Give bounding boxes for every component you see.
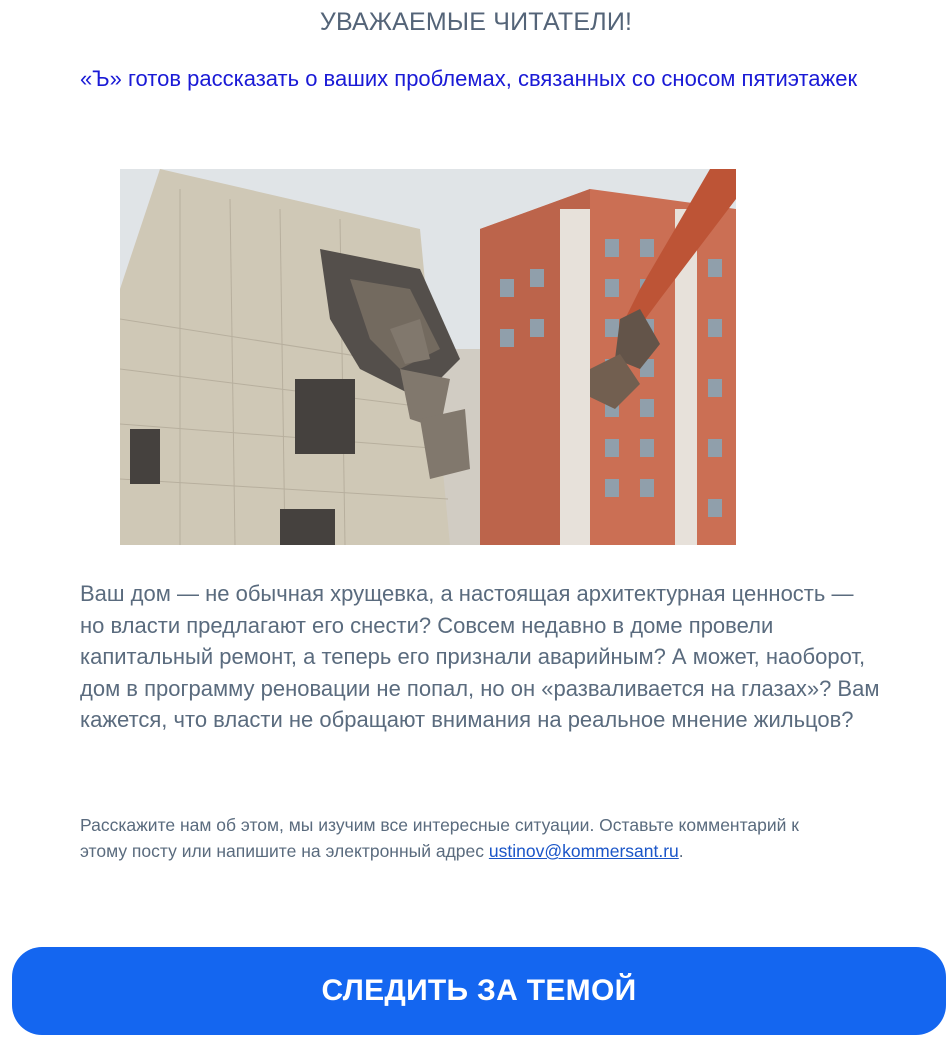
cta-text-after: . — [678, 841, 684, 861]
demolition-photo — [120, 169, 736, 545]
follow-topic-button[interactable]: СЛЕДИТЬ ЗА ТЕМОЙ — [12, 947, 946, 1035]
cta-text-before: Расскажите нам об этом, мы изучим все интересные ситуации. Оставьте комментарий к этому посту или напишите на электронный адрес — [80, 815, 799, 861]
article-body: Ваш дом — не обычная хрущевка, а настоящая архитектурная ценность — но власти предлагают его снести? Совсем недавно в доме провели капитальный ремонт, а теперь его признали аварийным? А может, наоборот, дом в программу реновации не попал, но он «разваливается на глазах»? Вам кажется, что власти не обращают внимания на реальное мнение жильцов? — [80, 581, 880, 732]
page-title: УВАЖАЕМЫЕ ЧИТАТЕЛИ! — [319, 8, 633, 36]
lead-article-link[interactable]: «Ъ» готов рассказать о ваших проблемах, связанных со сносом пятиэтажек — [80, 66, 858, 91]
call-to-action-text — [80, 812, 800, 864]
email-link[interactable]: ustinov@kommersant.ru — [488, 841, 679, 861]
